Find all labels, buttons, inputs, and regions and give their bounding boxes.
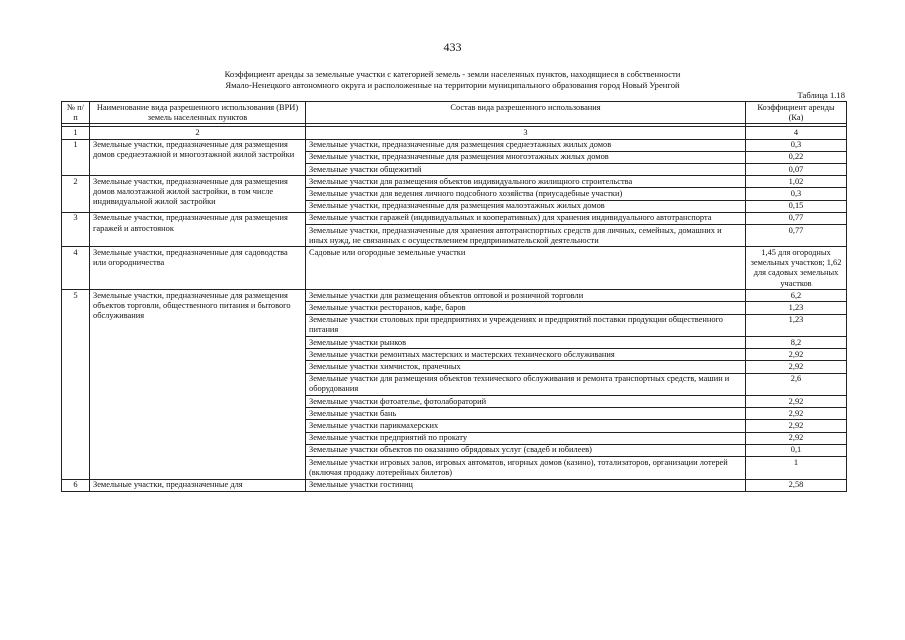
composition-cell: Земельные участки для размещения объектов индивидуального жилищного строительства — [306, 176, 746, 188]
composition-cell: Земельные участки, предназначенные для хранения автотранспортных средств для личных, семейных, домашних и иных нужд, не связанных с осуществлением предпринимательской деятельности — [306, 225, 746, 247]
row-number-cell: 1 — [62, 139, 90, 176]
table-body — [62, 139, 847, 491]
table-row — [62, 290, 847, 302]
coefficient-cell: 0,07 — [746, 164, 847, 176]
row-number-cell: 4 — [62, 247, 90, 290]
coefficient-cell: 2,92 — [746, 432, 847, 444]
coefficient-cell: 0,3 — [746, 139, 847, 151]
composition-cell: Земельные участки предприятий по прокату — [306, 432, 746, 444]
vri-name-cell: Земельные участки, предназначенные для размещения домов среднеэтажной и многоэтажной жилой застройки — [90, 139, 306, 176]
coefficient-cell: 6,2 — [746, 290, 847, 302]
composition-cell: Садовые или огородные земельные участки — [306, 247, 746, 290]
column-number: 3 — [306, 127, 746, 139]
table-row — [62, 139, 847, 151]
composition-cell: Земельные участки ресторанов, кафе, баров — [306, 302, 746, 314]
table-row — [62, 212, 847, 224]
coefficient-cell: 1 — [746, 457, 847, 479]
coefficient-cell: 1,23 — [746, 302, 847, 314]
coefficient-cell: 0,1 — [746, 444, 847, 456]
composition-cell: Земельные участки гаражей (индивидуальных и кооперативных) для хранения индивидуального автотранспорта — [306, 212, 746, 224]
column-number-row — [62, 127, 847, 139]
coefficient-cell: 1,45 для огородных земельных участков; 1,62 для садовых земельных участков — [746, 247, 847, 290]
composition-cell: Земельные участки для ведения личного подсобного хозяйства (приусадебные участки) — [306, 188, 746, 200]
header-num: № п/п — [62, 102, 90, 124]
coefficient-cell: 8,2 — [746, 337, 847, 349]
row-number-cell: 3 — [62, 212, 90, 247]
coefficient-cell: 2,6 — [746, 373, 847, 395]
header-coef: Коэффициент аренды (Ка) — [746, 102, 847, 124]
coefficient-cell: 2,92 — [746, 408, 847, 420]
coefficient-cell: 0,15 — [746, 200, 847, 212]
coefficient-cell: 2,92 — [746, 420, 847, 432]
composition-cell: Земельные участки для размещения объектов оптовой и розничной торговли — [306, 290, 746, 302]
composition-cell: Земельные участки столовых при предприятиях и учреждениях и предприятий поставки продукции общественного питания — [306, 314, 746, 336]
coefficient-cell: 1,02 — [746, 176, 847, 188]
composition-cell: Земельные участки фотоателье, фотолабораторий — [306, 396, 746, 408]
coefficient-cell: 2,92 — [746, 349, 847, 361]
composition-cell: Земельные участки, предназначенные для размещения малоэтажных жилых домов — [306, 200, 746, 212]
column-number: 4 — [746, 127, 847, 139]
column-number: 2 — [90, 127, 306, 139]
coefficient-cell: 2,92 — [746, 361, 847, 373]
vri-name-cell: Земельные участки, предназначенные для размещения домов малоэтажной жилой застройки, в том числе индивидуальной жилой застройки — [90, 176, 306, 213]
coefficient-cell: 0,77 — [746, 212, 847, 224]
page-number: 433 — [443, 40, 462, 54]
vri-name-cell: Земельные участки, предназначенные для размещения объектов торговли, общественного питания и бытового обслуживания — [90, 290, 306, 479]
coefficient-cell: 0,77 — [746, 225, 847, 247]
coefficient-cell: 1,23 — [746, 314, 847, 336]
row-number-cell: 6 — [62, 479, 90, 491]
column-number: 1 — [62, 127, 90, 139]
table-header-row — [62, 102, 847, 124]
composition-cell: Земельные участки рынков — [306, 337, 746, 349]
coefficient-cell: 0,22 — [746, 151, 847, 163]
table-row — [62, 247, 847, 290]
composition-cell: Земельные участки ремонтных мастерских и мастерских технического обслуживания — [306, 349, 746, 361]
coefficient-cell: 0,3 — [746, 188, 847, 200]
header-vri: Наименование вида разрешенного использования (ВРИ) земель населенных пунктов — [90, 102, 306, 124]
vri-name-cell: Земельные участки, предназначенные для — [90, 479, 306, 491]
composition-cell: Земельные участки гостиниц — [306, 479, 746, 491]
coefficient-cell: 2,58 — [746, 479, 847, 491]
document-title — [140, 69, 765, 91]
coefficient-cell: 2,92 — [746, 396, 847, 408]
title-line-1: Коэффициент аренды за земельные участки с категорией земель - земли населенных пунктов, находящиеся в собственности — [224, 69, 681, 79]
composition-cell: Земельные участки химчисток, прачечных — [306, 361, 746, 373]
vri-name-cell: Земельные участки, предназначенные для садоводства или огородничества — [90, 247, 306, 290]
composition-cell: Земельные участки, предназначенные для размещения многоэтажных жилых домов — [306, 151, 746, 163]
row-number-cell: 2 — [62, 176, 90, 213]
vri-name-cell: Земельные участки, предназначенные для размещения гаражей и автостоянок — [90, 212, 306, 247]
composition-cell: Земельные участки для размещения объектов технического обслуживания и ремонта транспортных средств, машин и оборудования — [306, 373, 746, 395]
composition-cell: Земельные участки бань — [306, 408, 746, 420]
composition-cell: Земельные участки игровых залов, игровых автоматов, игорных домов (казино), тотализаторов, организации лотерей (включая продажу лотерейных билетов) — [306, 457, 746, 479]
coefficient-table — [61, 101, 847, 492]
composition-cell: Земельные участки, предназначенные для размещения среднеэтажных жилых домов — [306, 139, 746, 151]
composition-cell: Земельные участки объектов по оказанию обрядовых услуг (свадеб и юбилеев) — [306, 444, 746, 456]
title-line-2: Ямало-Ненецкого автономного округа и расположенные на территории муниципального образования город Новый Уренгой — [225, 80, 680, 90]
table-row — [62, 479, 847, 491]
composition-cell: Земельные участки парикмахерских — [306, 420, 746, 432]
row-number-cell: 5 — [62, 290, 90, 479]
table-label: Таблица 1.18 — [797, 90, 845, 100]
header-composition: Состав вида разрешенного использования — [306, 102, 746, 124]
table-row — [62, 176, 847, 188]
composition-cell: Земельные участки общежитий — [306, 164, 746, 176]
